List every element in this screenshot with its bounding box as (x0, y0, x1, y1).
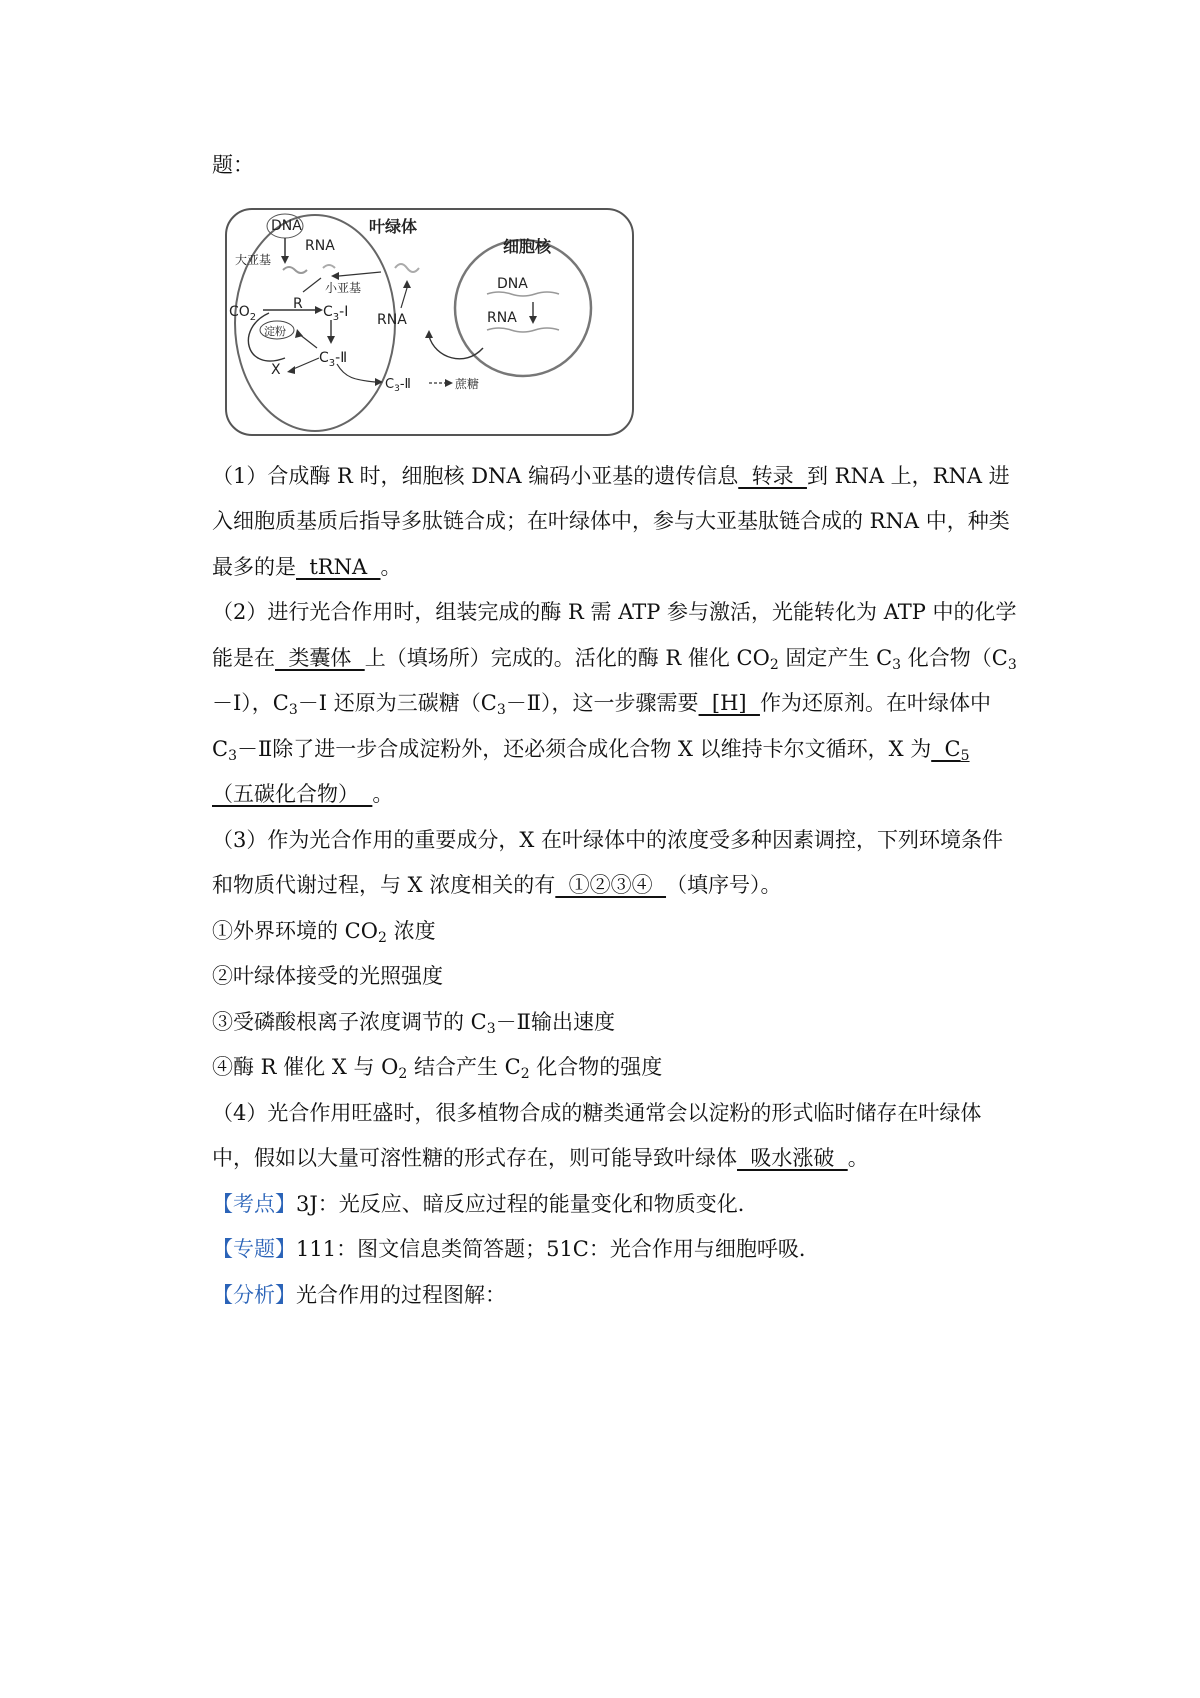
intro-text: 题： (212, 153, 254, 177)
q1-line-2: 入细胞质基质后指导多肽链合成；在叶绿体中，参与大亚基肽链合成的 RNA 中，种类 (212, 509, 1010, 533)
nucleus-label: 细胞核 (503, 237, 552, 256)
q4-line-2: 中，假如以大量可溶性糖的形式存在，则可能导致叶绿体 吸水涨破 。 (212, 1146, 869, 1170)
cytoplasm-rna-label: RNA (377, 312, 407, 328)
q2-answer-2: [H] (698, 691, 760, 715)
rna-to-small-arrow (339, 272, 381, 276)
fenxi-tag: 【分析】 (212, 1283, 296, 1307)
q2-line-2: 能是在 类囊体 上（填场所）完成的。活化的酶 R 催化 $CO_2$ 固定产生 $C_3$ 化合物（$C_3$ (212, 646, 1017, 673)
q3-option-2: ②叶绿体接受的光照强度 (212, 964, 443, 988)
q3-line-2: 和物质代谢过程，与 X 浓度相关的有 ①②③④ （填序号）。 (212, 873, 782, 897)
starch-label: 淀粉 (264, 325, 286, 338)
nucleus-outline (455, 240, 591, 376)
kaodian-tag: 【考点】 (212, 1192, 296, 1216)
q2-answer-3-cont: （五碳化合物） (212, 782, 373, 806)
c3-i-label: $C_3-I$ (323, 304, 349, 323)
chloroplast-label: 叶绿体 (369, 217, 418, 236)
q4-line-1: （4）光合作用旺盛时，很多植物合成的糖类通常会以淀粉的形式临时储存在叶绿体 (212, 1101, 982, 1125)
enzyme-r-label: R (293, 296, 303, 312)
ribosome-small (323, 265, 335, 268)
small-subunit-label: 小亚基 (325, 281, 362, 295)
large-subunit-label: 大亚基 (235, 253, 272, 267)
zhuanti-line: 【专题】111：图文信息类简答题；51C：光合作用与细胞呼吸． (212, 1237, 820, 1261)
nucleus-rna-label: RNA (487, 310, 517, 326)
q3-line-1: （3）作为光合作用的重要成分，X 在叶绿体中的浓度受多种因素调控，下列环境条件 (212, 828, 1003, 852)
q3-option-4: ④酶 R 催化 X 与 $O_2$ 结合产生 $C_2$ 化合物的强度 (212, 1055, 663, 1082)
co2-label: $CO_2$ (229, 304, 257, 323)
sucrose-label: 蔗糖 (455, 377, 480, 391)
rna-label: RNA (305, 238, 335, 254)
dna-label: DNA (271, 218, 302, 234)
q3-answer: ①②③④ (555, 873, 667, 897)
cell-outline (226, 209, 633, 435)
nucleus-dna-label: DNA (497, 276, 528, 292)
q2-line-1: （2）进行光合作用时，组装完成的酶 R 需 ATP 参与激活，光能转化为 ATP 中的化学 (212, 600, 1017, 624)
q1-line-3: 最多的是 tRNA 。 (212, 555, 402, 579)
photosynthesis-diagram (225, 208, 635, 438)
q2-line-5: （五碳化合物） 。 (212, 782, 394, 806)
q1-answer-1: 转录 (738, 464, 807, 488)
q3-option-3: ③受磷酸根离子浓度调节的 $C_3-Ⅱ$输出速度 (212, 1010, 615, 1037)
q3-option-1: ①外界环境的 $CO_2$ 浓度 (212, 919, 436, 946)
nucleus-export-arrow (429, 336, 483, 359)
q2-answer-1: 类囊体 (275, 646, 365, 670)
q2-line-3: －I），$C_3-I$ 还原为三碳糖$(C_3-Ⅱ)$，这一步骤需要 [H] 作为还原剂。在叶绿体中 (212, 691, 991, 718)
q1-line-1: （1）合成酶 R 时，细胞核 DNA 编码小亚基的遗传信息 转录 到 RNA 上，RNA 进 (212, 464, 1010, 488)
x-label: X (271, 362, 281, 378)
ribosome-large (283, 267, 307, 273)
q4-answer: 吸水涨破 (737, 1146, 848, 1170)
kaodian-line: 【考点】3J：光反应、暗反应过程的能量变化和物质变化． (212, 1192, 759, 1216)
cytoplasm-ribosome (395, 264, 419, 272)
c3-ii-label: $C_3-Ⅱ$ (319, 350, 348, 369)
c3-ii-out-label: $C_3-Ⅱ$ (385, 377, 411, 394)
q2-answer-3: C (931, 737, 961, 761)
zhuanti-tag: 【专题】 (212, 1237, 296, 1261)
q2-line-4: $C_3-Ⅱ$除了进一步合成淀粉外，还必须合成化合物 X 以维持卡尔文循环，X 为 $C_5$ (212, 737, 970, 764)
fenxi-line: 【分析】光合作用的过程图解： (212, 1283, 506, 1307)
q1-answer-2: tRNA (296, 555, 381, 579)
